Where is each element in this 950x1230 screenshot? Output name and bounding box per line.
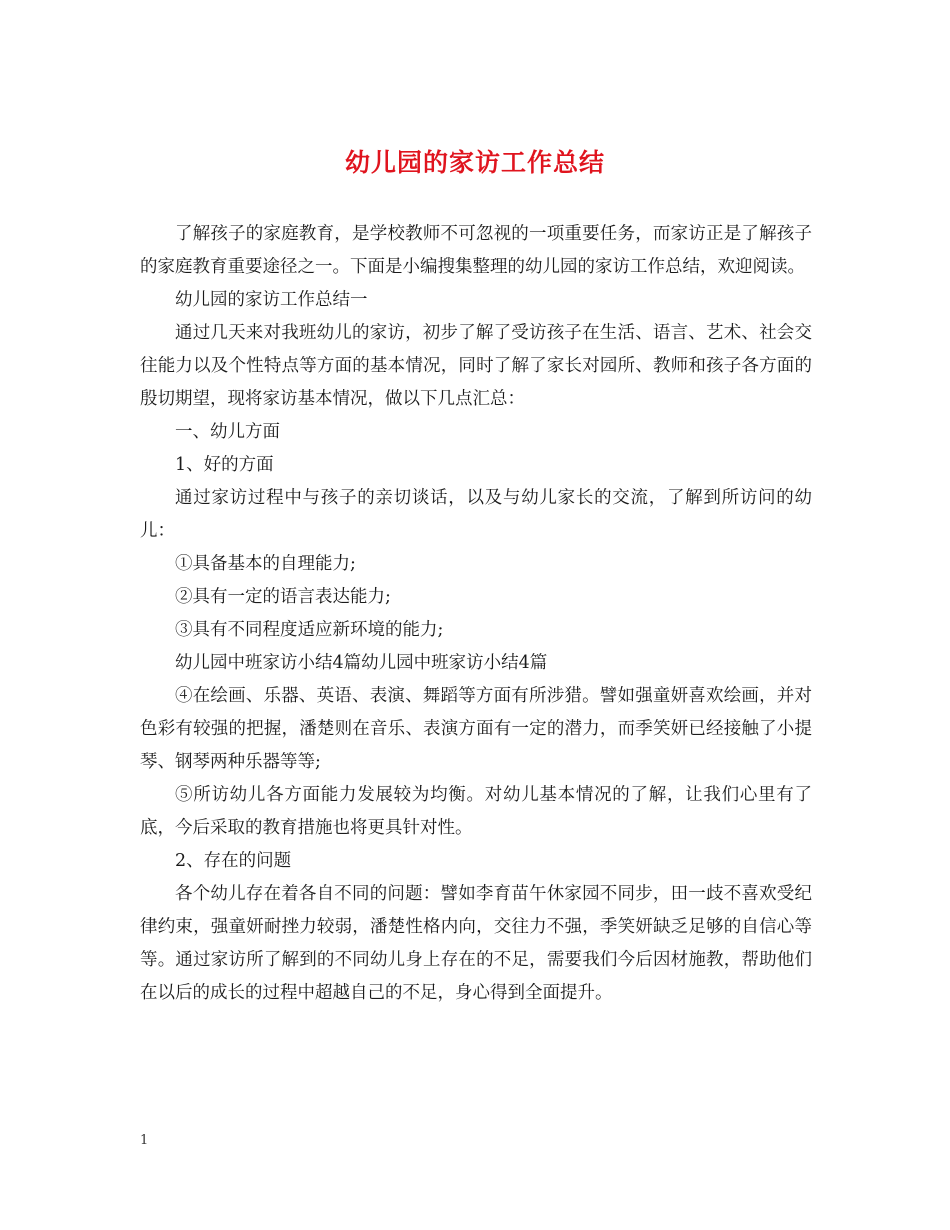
body-paragraph: 幼儿园中班家访小结4篇幼儿园中班家访小结4篇	[175, 653, 548, 673]
intro-paragraph: 了解孩子的家庭教育，是学校教师不可忽视的一项重要任务，而家访正是了解孩子的家庭教育重要途径之一。下面是小编搜集整理的幼儿园的家访工作总结，欢迎阅读。	[140, 224, 812, 277]
list-item: ①具备基本的自理能力;	[175, 554, 356, 574]
subsection-heading: 1、好的方面	[175, 455, 274, 475]
document-title: 幼儿园的家访工作总结	[344, 148, 605, 177]
document-body	[140, 218, 812, 1010]
subsection-heading: 一、幼儿方面	[175, 422, 280, 442]
page-number: 1	[140, 1133, 149, 1148]
list-item: ④在绘画、乐器、英语、表演、舞蹈等方面有所涉猎。譬如强童妍喜欢绘画，并对色彩有较强的把握，潘楚则在音乐、表演方面有一定的潜力，而季笑妍已经接触了小提琴、钢琴两种乐器等等;	[140, 686, 812, 772]
body-paragraph: 各个幼儿存在着各自不同的问题：譬如李育苗午休家园不同步，田一歧不喜欢受纪律约束，强童妍耐挫力较弱，潘楚性格内向，交往力不强，季笑妍缺乏足够的自信心等等。通过家访所了解到的不同幼儿身上存在的不足，需要我们今后因材施教，帮助他们在以后的成长的过程中超越自己的不足，身心得到全面提升。	[140, 884, 812, 1003]
body-paragraph: 通过家访过程中与孩子的亲切谈话，以及与幼儿家长的交流，了解到所访问的幼儿：	[140, 488, 812, 541]
body-paragraph: 通过几天来对我班幼儿的家访，初步了解了受访孩子在生活、语言、艺术、社会交往能力以及个性特点等方面的基本情况，同时了解了家长对园所、教师和孩子各方面的殷切期望，现将家访基本情况，做以下几点汇总：	[140, 323, 812, 409]
list-item: ③具有不同程度适应新环境的能力;	[175, 620, 444, 640]
list-item: ②具有一定的语言表达能力;	[175, 587, 391, 607]
list-item: ⑤所访幼儿各方面能力发展较为均衡。对幼儿基本情况的了解，让我们心里有了底，今后采取的教育措施也将更具针对性。	[140, 785, 812, 838]
section-heading: 幼儿园的家访工作总结一	[175, 290, 368, 310]
subsection-heading: 2、存在的问题	[175, 851, 292, 871]
